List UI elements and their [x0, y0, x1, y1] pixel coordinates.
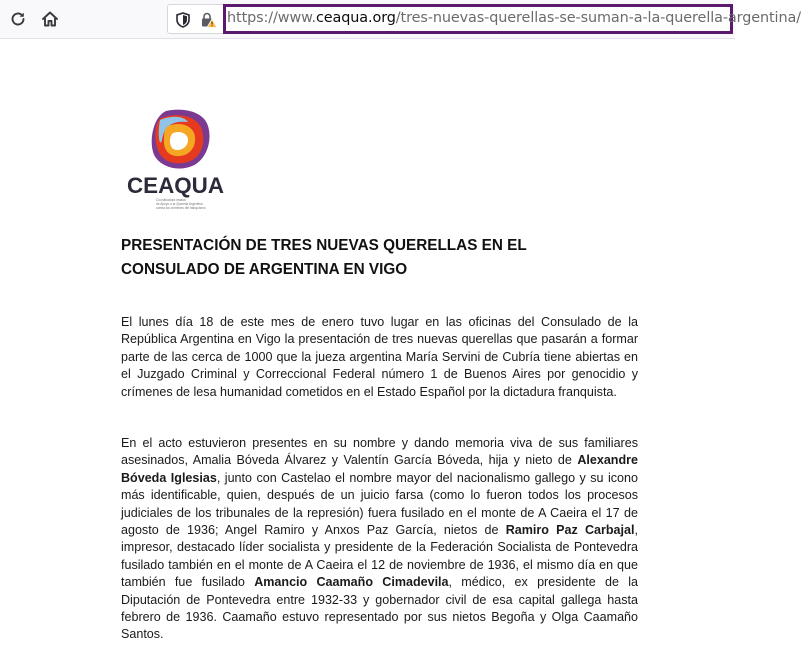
url-bar[interactable]	[167, 4, 801, 34]
tracking-protection-button[interactable]	[174, 11, 192, 29]
document-title-line-1: PRESENTACIÓN DE TRES NUEVAS QUERELLAS EN EL	[121, 237, 527, 254]
logo-subtitle-2: de Apoyo a la Querella Argentina	[156, 202, 203, 206]
lock-warning-icon	[200, 11, 218, 29]
paragraph-2-text-2: , junto con Castelao el nombre mayor del nacionalismo gallego y su icono más identificable, quien, después de un juicio farsa (como lo fueron todos los procesos judiciales de los tribunales de la represión) fuera fusilado en el monte de A Caeira el 17 de agosto de 1936; Angel Ramiro y Anxos Paz García, nietos de	[121, 470, 638, 538]
ceaqua-logo	[126, 106, 226, 216]
name-alexandre-boveda: Alexandre Bóveda Iglesias	[121, 453, 638, 485]
site-info-button[interactable]	[200, 11, 218, 29]
paragraph-2-text-3: , impresor, destacado líder socialista y presidente de la Federación Socialista de Pontevedra fusilado también en el monte de A Caeira el 12 de noviembre de 1936, el mismo día en que también fue fusilado	[121, 523, 638, 590]
reload-icon	[9, 10, 27, 28]
url-text[interactable]	[227, 10, 801, 26]
home-button[interactable]	[36, 5, 64, 33]
browser-toolbar	[0, 0, 801, 39]
paragraph-2	[121, 435, 638, 644]
document-title-line-2: CONSULADO DE ARGENTINA EN VIGO	[121, 261, 408, 278]
reload-button[interactable]	[4, 5, 32, 33]
document-page	[0, 39, 735, 652]
name-amancio-caamano: Amancio Caamaño Cimadevila	[254, 575, 449, 590]
logo-subtitle-3: contra los crímenes del franquismo	[156, 206, 206, 210]
url-prefix: https://www.	[227, 10, 316, 26]
paragraph-1: El lunes día 18 de este mes de enero tuvo lugar en las oficinas del Consulado de la República Argentina en Vigo la presentación de tres nuevas querellas que pasarán a formar parte de las cerca de 1000 que la jueza argentina María Servini de Cubría tiene abiertas en el Juzgado Criminal y Correccional Federal número 1 de Buenos Aires por genocidio y crímenes de lesa humanidad cometidos en el Estado Español por la dictadura franquista.	[121, 315, 638, 399]
document-title	[121, 234, 591, 282]
home-icon	[41, 10, 59, 28]
url-host: ceaqua.org	[315, 10, 396, 26]
logo-text: CEAQUA	[127, 173, 225, 198]
paragraph-2-text-4: , médico, ex presidente de la Diputación de Pontevedra entre 1932-33 y gobernador civil de esa capital gallega hasta febrero de 1936. Caamaño estuvo representado por sus nietos Begoña y Olga Caamaño Santos.	[121, 575, 638, 642]
paragraph-2-text-1: En el acto estuvieron presentes en su nombre y dando memoria viva de sus familiares asesinados, Amalia Bóveda Álvarez y Valentín García Bóveda, hija y nieto de	[121, 436, 638, 468]
url-path: /tres-nuevas-querellas-se-suman-a-la-querella-argentina/	[395, 10, 801, 26]
name-ramiro-paz: Ramiro Paz Carbajal	[505, 523, 635, 538]
shield-icon	[175, 12, 191, 28]
logo-subtitle-1: Coordinadora estatal	[156, 198, 186, 202]
